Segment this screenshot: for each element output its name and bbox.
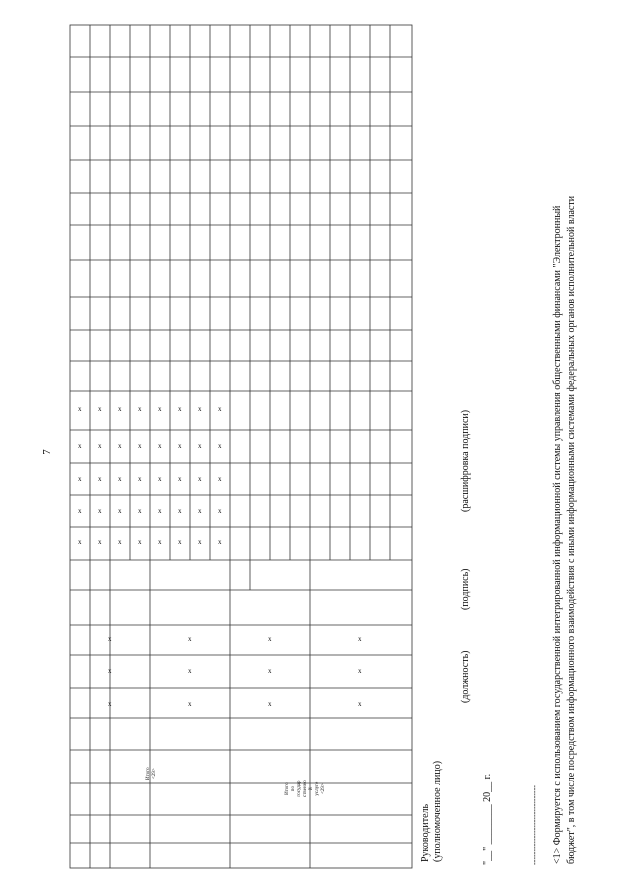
cell-x-mark: x bbox=[158, 442, 162, 450]
cell-x-mark: x bbox=[178, 405, 182, 413]
row-label-total-by-service bbox=[285, 780, 327, 797]
cell-x-mark: x bbox=[178, 442, 182, 450]
cell-x-mark: x bbox=[138, 405, 142, 413]
cell-x-mark: x bbox=[218, 442, 222, 450]
cell-x-mark: x bbox=[78, 405, 82, 413]
footnote-separator: ------------------------------ bbox=[530, 785, 539, 865]
head-label: Руководитель bbox=[420, 803, 431, 862]
cell-x-mark: x bbox=[218, 475, 222, 483]
cell-x-mark: x bbox=[78, 475, 82, 483]
cell-x-mark: x bbox=[178, 507, 182, 515]
cell-x-mark: x bbox=[138, 475, 142, 483]
cell-x-mark: x bbox=[118, 442, 122, 450]
date-line: "__" ________ 20__ г. bbox=[482, 773, 493, 865]
cell-x-mark: x bbox=[138, 442, 142, 450]
cell-x-mark: x bbox=[158, 507, 162, 515]
cell-x-mark: x bbox=[98, 538, 102, 546]
cell-x-mark: x bbox=[218, 405, 222, 413]
cell-x-mark: x bbox=[118, 475, 122, 483]
cell-x-mark: x bbox=[158, 405, 162, 413]
cell-x-mark: x bbox=[108, 635, 112, 643]
row-label-service-text: Итого по государ ственно й услуге <29> bbox=[285, 780, 326, 797]
cell-x-mark: x bbox=[98, 507, 102, 515]
cell-x-mark: x bbox=[118, 538, 122, 546]
cell-x-mark: x bbox=[268, 635, 272, 643]
cell-x-mark: x bbox=[188, 635, 192, 643]
cell-x-mark: x bbox=[358, 700, 362, 708]
cell-x-mark: x bbox=[158, 538, 162, 546]
signature-caption: (подпись) bbox=[460, 568, 471, 610]
cell-x-mark: x bbox=[188, 700, 192, 708]
cell-x-mark: x bbox=[158, 475, 162, 483]
cell-x-mark: x bbox=[98, 475, 102, 483]
page-number: 7 bbox=[40, 449, 53, 455]
cell-x-mark: x bbox=[78, 507, 82, 515]
cell-x-mark: x bbox=[138, 538, 142, 546]
row-label-total-text: Итого <29> bbox=[146, 767, 157, 780]
cell-x-mark: x bbox=[358, 667, 362, 675]
cell-x-mark: x bbox=[198, 405, 202, 413]
cell-x-mark: x bbox=[198, 475, 202, 483]
cell-x-mark: x bbox=[218, 538, 222, 546]
cell-x-mark: x bbox=[218, 507, 222, 515]
decoding-caption: (расшифровка подписи) bbox=[460, 409, 471, 512]
cell-x-mark: x bbox=[268, 700, 272, 708]
cell-x-mark: x bbox=[138, 507, 142, 515]
cell-x-mark: x bbox=[198, 507, 202, 515]
cell-x-mark: x bbox=[178, 538, 182, 546]
footnote-line-2: бюджет", в том числе посредством информационного взаимодействия с иными информационными системами федеральных органов исполнительной власти bbox=[566, 195, 577, 864]
position-caption: (должность) bbox=[460, 650, 471, 703]
row-label-total bbox=[146, 767, 158, 780]
cell-x-mark: x bbox=[98, 442, 102, 450]
cell-x-mark: x bbox=[118, 405, 122, 413]
cell-x-mark: x bbox=[98, 405, 102, 413]
cell-x-mark: x bbox=[178, 475, 182, 483]
cell-x-mark: x bbox=[108, 700, 112, 708]
head-sub-label: (уполномоченное лицо) bbox=[432, 760, 443, 862]
cell-x-mark: x bbox=[118, 507, 122, 515]
cell-x-mark: x bbox=[358, 635, 362, 643]
cell-x-mark: x bbox=[198, 538, 202, 546]
cell-x-mark: x bbox=[78, 442, 82, 450]
footnote-line-1: <1> Формируется с использованием государственной интегрированной информационной системы управления общественными финансами "Электронный bbox=[552, 205, 563, 864]
cell-x-mark: x bbox=[268, 667, 272, 675]
cell-x-mark: x bbox=[108, 667, 112, 675]
cell-x-mark: x bbox=[198, 442, 202, 450]
cell-x-mark: x bbox=[78, 538, 82, 546]
cell-x-mark: x bbox=[188, 667, 192, 675]
